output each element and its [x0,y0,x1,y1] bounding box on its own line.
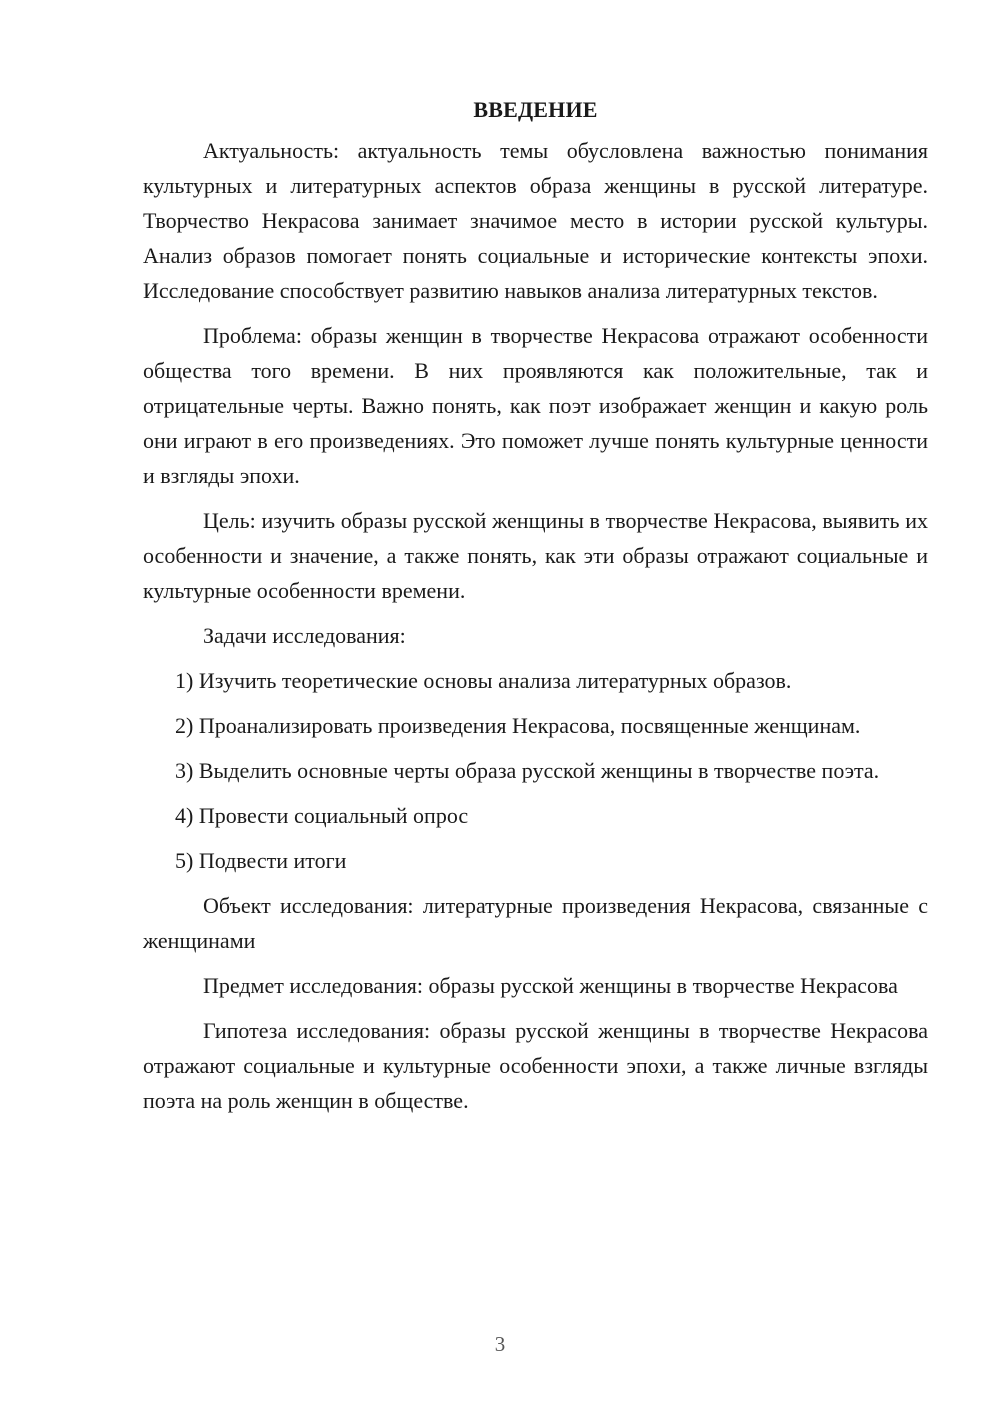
task-item-1: 1) Изучить теоретические основы анализа литературных образов. [175,668,792,693]
task-item-3: 3) Выделить основные черты образа русской женщины в творчестве поэта. [175,758,880,783]
paragraph-goal: Цель: изучить образы русской женщины в творчестве Некрасова, выявить их особенности и значение, а также понять, как эти образы отражают социальные и культурные особенности времени. [143,508,928,603]
task-item-2: 2) Проанализировать произведения Некрасова, посвященные женщинам. [175,713,861,738]
paragraph-hypothesis: Гипотеза исследования: образы русской женщины в творчестве Некрасова отражают социальные и культурные особенности эпохи, а также личные взгляды поэта на роль женщин в обществе. [143,1018,928,1113]
paragraph-subject: Предмет исследования: образы русской женщины в творчестве Некрасова [203,973,898,998]
page-title: ВВЕДЕНИЕ [473,97,598,122]
paragraph-tasks-heading: Задачи исследования: [203,623,406,648]
paragraph-problem: Проблема: образы женщин в творчестве Некрасова отражают особенности общества того времени. В них проявляются как положительные, так и отрицательные черты. Важно понять, как поэт изображает женщин и какую роль они играют в его произведениях. Это поможет лучше понять культурные ценности и взгляды эпохи. [143,323,928,488]
paragraph-object: Объект исследования: литературные произведения Некрасова, связанные с женщинами [143,893,928,953]
task-item-5: 5) Подвести итоги [175,848,347,873]
document-page [143,93,928,1128]
task-item-4: 4) Провести социальный опрос [175,803,469,828]
paragraph-relevance: Актуальность: актуальность темы обусловлена важностью понимания культурных и литературных аспектов образа женщины в русской литературе. Творчество Некрасова занимает значимое место в истории русской культуры. Анализ образов помогает понять социальные и исторические контексты эпохи. Исследование способствует развитию навыков анализа литературных текстов. [143,138,928,303]
page-number: 3 [494,1332,506,1356]
